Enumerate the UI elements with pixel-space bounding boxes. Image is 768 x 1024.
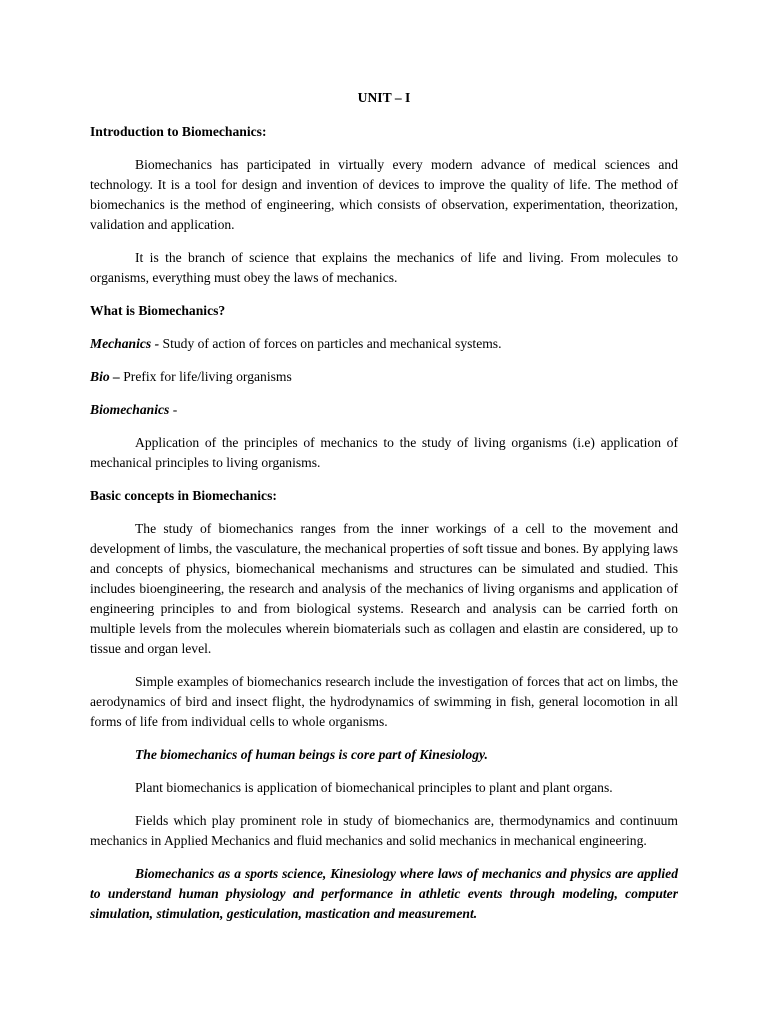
sports-science-paragraph: Biomechanics as a sports science, Kinesiology where laws of mechanics and physics are applied to understand human physiology and performance in athletic events through modeling, computer simulation, stimulation, gesticulation, mastication and measurement. — [90, 866, 678, 921]
bio-definition — [90, 367, 678, 387]
bio-def-text: Prefix for life/living organisms — [119, 369, 292, 384]
bio-term: Bio – — [90, 369, 120, 384]
fields-paragraph: Fields which play prominent role in study of biomechanics are, thermodynamics and continuum mechanics in Applied Mechanics and fluid mechanics and solid mechanics in mechanical engineering. — [90, 813, 678, 848]
what-heading: What is Biomechanics? — [90, 303, 226, 318]
biomechanics-term: Biomechanics — [90, 402, 170, 417]
document-page — [90, 88, 678, 924]
basic-concepts-heading: Basic concepts in Biomechanics: — [90, 488, 277, 503]
intro-heading: Introduction to Biomechanics: — [90, 124, 267, 139]
mechanics-term: Mechanics - — [90, 336, 160, 351]
unit-title: UNIT – I — [357, 90, 411, 105]
biomechanics-definition: Application of the principles of mechanics to the study of living organisms (i.e) application of mechanical principles to living organisms. — [90, 435, 678, 470]
mechanics-definition — [90, 334, 678, 354]
biomechanics-term-line — [90, 400, 678, 420]
basic-paragraph-1: The study of biomechanics ranges from the inner workings of a cell to the movement and development of limbs, the vasculature, the mechanical properties of soft tissue and bones. By applying laws and concepts of physics, biomechanical mechanisms and structures can be simulated and studied. This includes bioengineering, the research and analysis of the mechanics of living organisms and application of engineering principles to and from biological systems. Research and analysis can be carried forth on multiple levels from the molecules wherein biomaterials such as collagen and elastin are considered, up to tissue and organ level. — [90, 521, 678, 656]
mechanics-def-text: Study of action of forces on particles and mechanical systems. — [159, 336, 502, 351]
intro-paragraph-1: Biomechanics has participated in virtually every modern advance of medical sciences and technology. It is a tool for design and invention of devices to improve the quality of life. The method of biomechanics is the method of engineering, which consists of observation, experimentation, theorization, validation and application. — [90, 157, 678, 232]
intro-paragraph-2: It is the branch of science that explains the mechanics of life and living. From molecules to organisms, everything must obey the laws of mechanics. — [90, 250, 678, 285]
kinesiology-line: The biomechanics of human beings is core part of Kinesiology. — [135, 747, 488, 762]
biomechanics-dash: - — [169, 402, 178, 417]
basic-paragraph-2: Simple examples of biomechanics research include the investigation of forces that act on limbs, the aerodynamics of bird and insect flight, the hydrodynamics of swimming in fish, general locomotion in all forms of life from individual cells to whole organisms. — [90, 674, 678, 729]
plant-line: Plant biomechanics is application of biomechanical principles to plant and plant organs. — [135, 780, 613, 795]
